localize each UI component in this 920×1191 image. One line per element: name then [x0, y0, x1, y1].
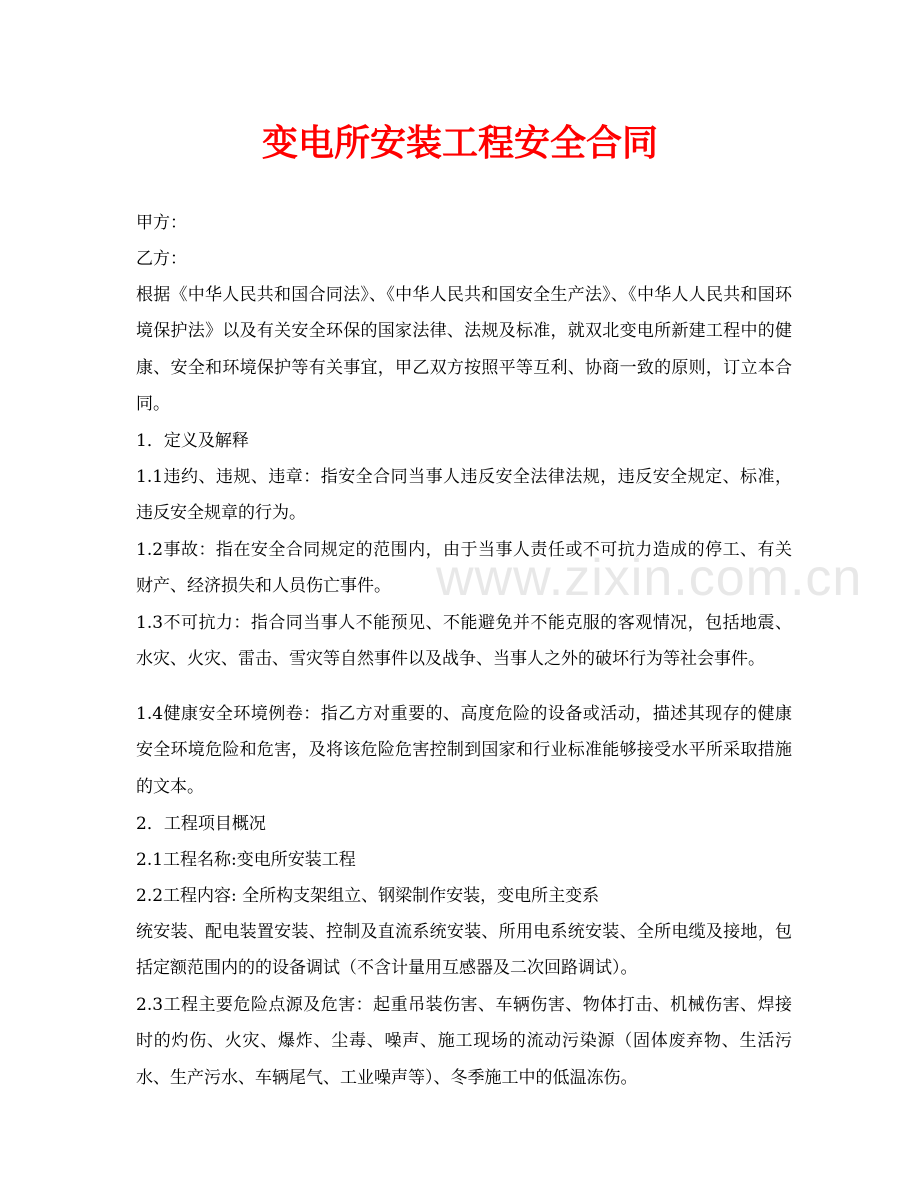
clause-2-1: 2.1工程名称:变电所安装工程 — [136, 850, 356, 870]
watermark: www.zixin.com.cn — [436, 549, 863, 607]
clause-1-3: 1.3不可抗力：指合同当事人不能预见、不能避免并不能克服的客观情况，包括地震、水灾、火灾、雷击、雪灾等自然事件以及战争、当事人之外的破坏行为等社会事件。 — [136, 613, 792, 670]
party-a-label: 甲方： — [136, 213, 187, 233]
party-b-label: 乙方： — [136, 249, 187, 269]
section-2-heading: 2．工程项目概况 — [136, 814, 266, 834]
clause-2-3: 2.3工程主要危险点源及危害：起重吊装伤害、车辆伤害、物体打击、机械伤害、焊接时的灼伤、火灾、爆炸、尘毒、噪声、施工现场的流动污染源（固体废弃物、生活污水、生产污水、车辆尾气、工业噪声等）、冬季施工中的低温冻伤。 — [136, 995, 792, 1088]
clause-1-2: 1.2事故：指在安全合同规定的范围内，由于当事人责任或不可抗力造成的停工、有关财产、经济损失和人员伤亡事件。 — [136, 540, 792, 597]
intro-paragraph: 根据《中华人民共和国合同法》、《中华人民共和国安全生产法》、《中华人人民共和国环境保护法》以及有关安全环保的国家法律、法规及标准，就双北变电所新建工程中的健康、安全和环境保护等有关事宜，甲乙双方按照平等互利、协商一致的原则，订立本合同。 — [136, 285, 792, 415]
section-1-heading: 1．定义及解释 — [136, 431, 249, 451]
document-title: 变电所安装工程安全合同 — [261, 122, 658, 164]
clause-1-1: 1.1违约、违规、违章：指安全合同当事人违反安全法律法规，违反安全规定、标准，违反安全规章的行为。 — [136, 467, 792, 524]
clause-1-4: 1.4健康安全环境例卷：指乙方对重要的、高度危险的设备或活动，描述其现存的健康安全环境危险和危害，及将该危险危害控制到国家和行业标准能够接受水平所采取措施的文本。 — [136, 704, 792, 797]
clause-2-2-first-line: 2.2工程内容: 全所构支架组立、钢梁制作安装，变电所主变系 — [136, 886, 600, 906]
clause-2-2-continuation: 统安装、配电装置安装、控制及直流系统安装、所用电系统安装、全所电缆及接地，包括定额范围内的的设备调试（不含计量用互感器及二次回路调试）。 — [136, 922, 792, 979]
